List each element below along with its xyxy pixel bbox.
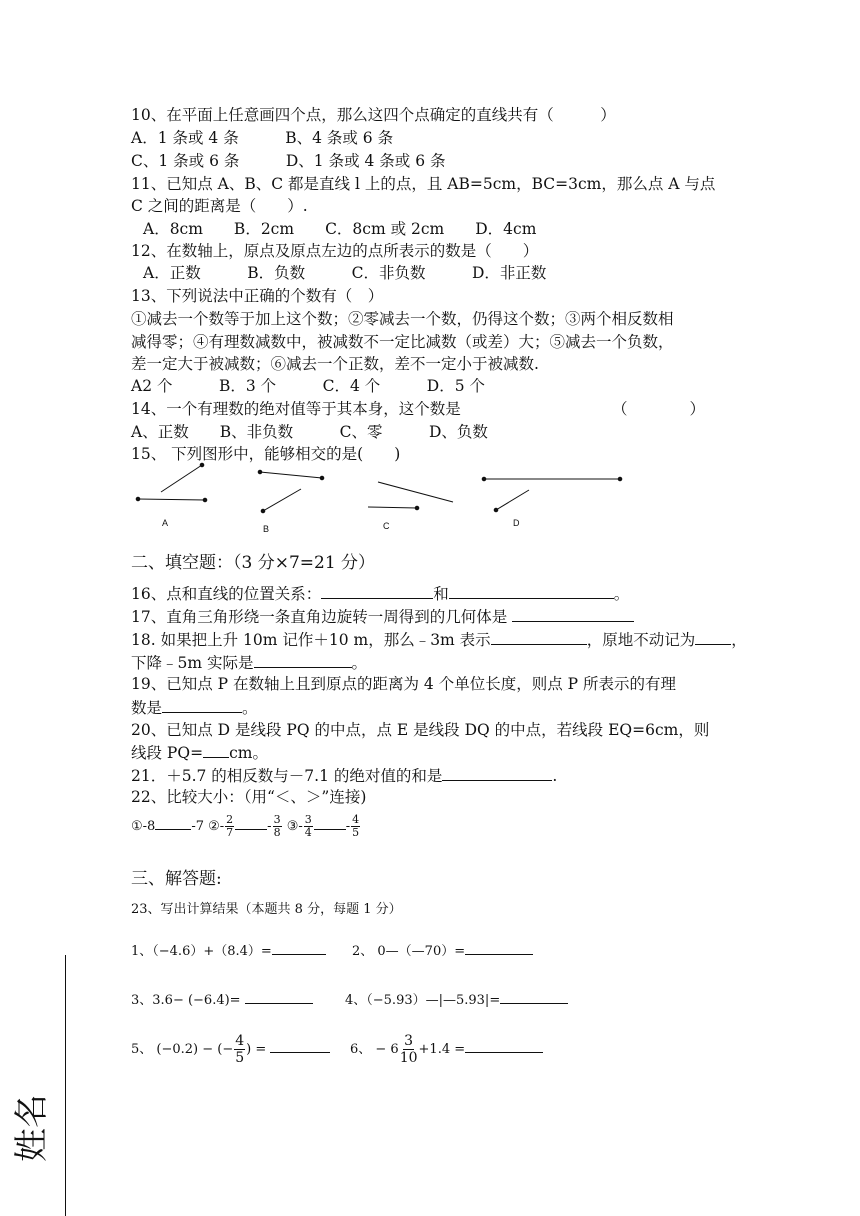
q10-options-2: C、1 条或 6 条 D、1 条或 4 条或 6 条 <box>131 152 446 170</box>
fraction-denominator: 4 <box>304 826 312 839</box>
q18-blank-1[interactable] <box>491 628 587 645</box>
q17-blank[interactable] <box>512 605 634 622</box>
q22-part-3: ③- <box>286 819 303 834</box>
q16-text-a: 16、点和直线的位置关系： <box>131 585 322 603</box>
q20-text-b: cm。 <box>229 744 268 762</box>
fraction-numerator: 4 <box>235 1033 245 1049</box>
q22-stem: 22、比较大小：（用“＜、＞”连接) <box>131 788 367 806</box>
q13-statement-2: 减得零；④有理数减数中，被减数不一定比减数（或差）大；⑤减去一个负数， <box>131 333 674 351</box>
section-3-heading: 三、解答题: <box>131 869 222 889</box>
q23-item-3-expr: 3、3.6− (−6.4)= <box>131 993 245 1008</box>
q16-line <box>131 582 629 605</box>
q23-item-3-blank[interactable] <box>245 991 313 1004</box>
q23-item-1-blank[interactable] <box>272 942 326 955</box>
q22-fraction-4 <box>351 814 360 839</box>
q21-text: 21．＋5.7 的相反数与－7.1 的绝对值的和是 <box>131 767 443 785</box>
q18-text-b: ，原地不动记为 <box>586 631 696 649</box>
q11-stem-2: C 之间的距离是（ ）. <box>131 197 308 215</box>
fraction-denominator: 8 <box>273 826 281 839</box>
fraction-denominator: 10 <box>399 1050 418 1066</box>
q18-blank-3[interactable] <box>254 651 352 668</box>
name-field-line[interactable] <box>65 955 66 1216</box>
q14-stem: 14、一个有理数的绝对值等于其本身，这个数是 <box>131 400 461 418</box>
q10-stem: 10、在平面上任意画四个点，那么这四个点确定的直线共有（ ） <box>131 106 616 124</box>
fraction-numerator: 3 <box>304 813 312 826</box>
q23-item-6-fraction <box>400 1033 418 1066</box>
figure-label-d: D <box>513 518 520 528</box>
q13-statement-3: 差一定大于被减数；⑥减去一个正数，差不一定小于被减数. <box>131 355 539 373</box>
q22-comparisons <box>131 812 361 842</box>
q20-line-2 <box>131 741 268 764</box>
q22-blank-1[interactable] <box>155 817 191 830</box>
q23-item-5-fraction <box>234 1033 245 1066</box>
q18-line-2 <box>131 651 367 674</box>
q22-blank-3[interactable] <box>314 817 346 830</box>
q18-text-d: 下降﹣5m 实际是 <box>131 654 254 672</box>
q23-item-2 <box>352 941 533 963</box>
q22-fraction-3 <box>304 814 313 839</box>
q13-stem: 13、下列说法中正确的个数有（ ） <box>131 287 384 305</box>
q20-line-1: 20、已知点 D 是线段 PQ 的中点，点 E 是线段 DQ 的中点，若线段 EQ=6cm，则 <box>131 721 710 739</box>
q19-line-1: 19、已知点 P 在数轴上且到原点的距离为 4 个单位长度，则点 P 所表示的有理 <box>131 675 677 693</box>
q23-item-5-pre: 5、 (−0.2) − (− <box>131 1042 234 1057</box>
q20-blank[interactable] <box>203 741 229 758</box>
q21-blank[interactable] <box>442 764 552 781</box>
q16-blank-2[interactable] <box>449 582 614 599</box>
q23-item-5-blank[interactable] <box>270 1040 330 1053</box>
figure-label-c: C <box>383 521 390 531</box>
q18-text-c: ， <box>731 631 747 649</box>
q19-text: 数是 <box>131 699 163 717</box>
figure-label-a: A <box>162 518 169 528</box>
q13-options: A2 个 B．3 个 C．4 个 D．5 个 <box>131 377 486 395</box>
fraction-numerator: 3 <box>273 813 281 826</box>
q19-line-2 <box>131 696 258 719</box>
q17-line <box>131 605 634 628</box>
q23-item-4 <box>345 990 568 1012</box>
q18-blank-2[interactable] <box>695 628 731 645</box>
q22-part-1a: ①-8 <box>131 819 156 834</box>
q16-blank-1[interactable] <box>321 582 433 599</box>
q23-item-3 <box>131 990 313 1012</box>
q23-item-6-pre: 6、 − 6 <box>350 1042 399 1057</box>
section-2-heading: 二、填空题：（3 分×7=21 分） <box>131 553 376 573</box>
q22-fraction-2 <box>273 814 282 839</box>
q23-item-6-blank[interactable] <box>465 1040 543 1053</box>
q19-end: 。 <box>242 699 258 717</box>
q21-line <box>131 764 557 787</box>
q20-text-a: 线段 PQ= <box>131 744 204 762</box>
q17-text: 17、直角三角形绕一条直角边旋转一周得到的几何体是 <box>131 608 508 626</box>
fraction-numerator: 2 <box>226 813 234 826</box>
q16-text-b: 和 <box>433 585 449 603</box>
q15-stem: 15、 下列图形中，能够相交的是( ) <box>131 445 401 463</box>
q23-item-2-expr: 2、 0—（—70）= <box>352 944 466 959</box>
q23-item-5-post: ) = <box>246 1042 271 1057</box>
q19-blank[interactable] <box>162 696 242 713</box>
q22-part-1b: -7 ②- <box>191 819 225 834</box>
q22-part-2: - <box>267 819 272 834</box>
q16-text-c: 。 <box>613 585 630 603</box>
q21-end: . <box>552 767 558 785</box>
fraction-denominator: 5 <box>352 826 360 839</box>
fraction-denominator: 5 <box>235 1050 245 1066</box>
q18-line-1 <box>131 628 747 651</box>
q23-item-1 <box>131 941 326 963</box>
q15-figures <box>120 462 640 538</box>
q11-stem-1: 11、已知点 A、B、C 都是直线 l 上的点，且 AB=5cm，BC=3cm，那么点 A 与点 <box>131 175 716 193</box>
figure-label-b: B <box>263 524 270 534</box>
q23-item-5 <box>131 1030 330 1070</box>
fraction-numerator: 3 <box>404 1033 414 1049</box>
q13-statement-1: ①减去一个数等于加上这个数；②零减去一个数，仍得这个数；③两个相反数相 <box>131 310 674 328</box>
q18-text-e: 。 <box>351 654 368 672</box>
fraction-denominator: 7 <box>226 826 234 839</box>
q10-options-1: A．1 条或 4 条 B、4 条或 6 条 <box>131 129 394 147</box>
q12-options: A．正数 B．负数 C．非负数 D．非正数 <box>143 264 547 282</box>
fraction-numerator: 4 <box>352 813 360 826</box>
q23-item-6 <box>350 1030 543 1070</box>
q22-part-4: - <box>345 819 351 834</box>
q14-options: A、正数 B、非负数 C、零 D、负数 <box>131 423 488 441</box>
q22-fraction-1 <box>225 814 234 839</box>
q23-item-4-blank[interactable] <box>500 991 568 1004</box>
q23-item-4-expr: 4、（−5.93）—|—5.93|= <box>345 993 501 1008</box>
q22-blank-2[interactable] <box>235 817 267 830</box>
q23-stem: 23、写出计算结果（本题共 8 分，每题 1 分） <box>131 902 402 917</box>
q14-answer-paren: （ ） <box>612 400 706 418</box>
q11-options: A．8cm B．2cm C．8cm 或 2cm D．4cm <box>143 220 537 238</box>
q23-item-6-post: +1.4 = <box>418 1042 466 1057</box>
q12-stem: 12、在数轴上，原点及原点左边的点所表示的数是（ ） <box>131 242 539 260</box>
q23-item-1-expr: 1、（−4.6）+（8.4）= <box>131 944 272 959</box>
q23-item-2-blank[interactable] <box>465 942 533 955</box>
q18-text-a: 18. 如果把上升 10m 记作＋10 m，那么﹣3m 表示 <box>131 631 491 649</box>
name-label: 姓名 <box>12 1094 52 1162</box>
